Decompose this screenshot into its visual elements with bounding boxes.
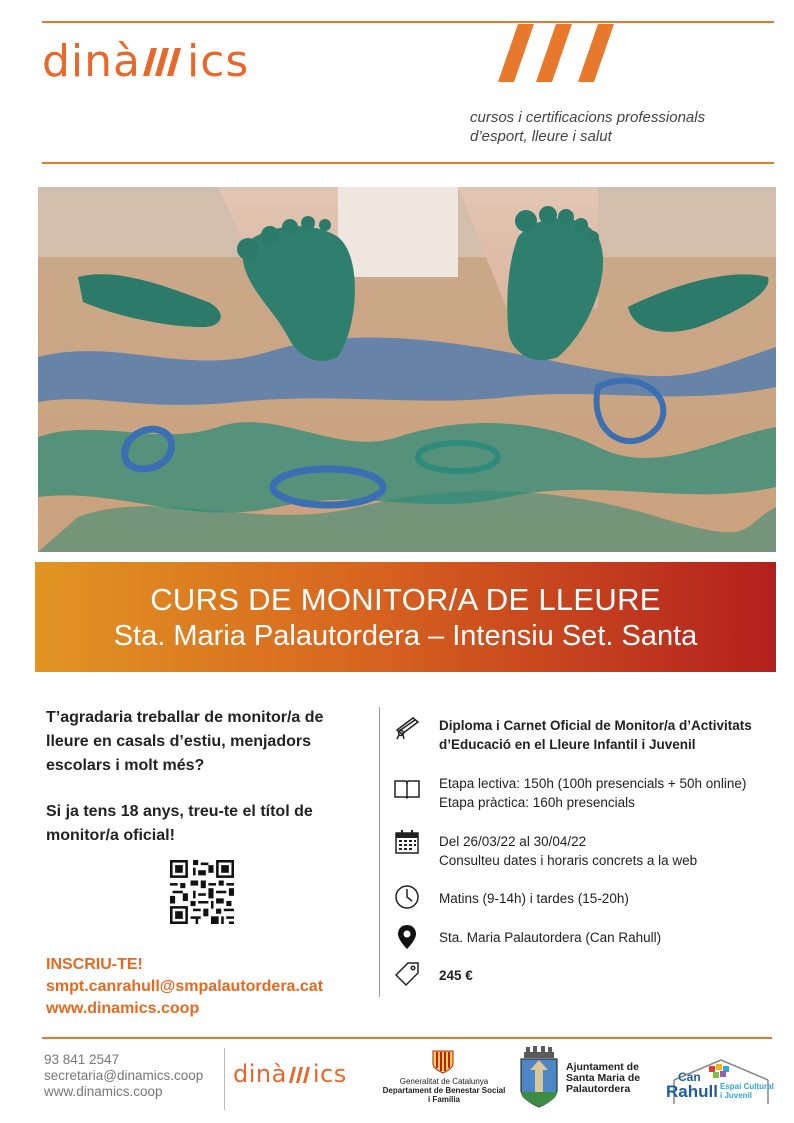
location-pin-icon — [393, 923, 421, 951]
qr-code[interactable] — [170, 860, 234, 924]
footer-logo-slashes — [287, 1062, 313, 1090]
generalitat-logo — [382, 1077, 506, 1104]
logo-text-end: ics — [187, 36, 250, 87]
detail-diploma-line-1: Diploma i Carnet Oficial de Monitor/a d’Activitats — [439, 718, 752, 733]
footer-rule — [42, 1037, 772, 1039]
can-rahull-can: Can — [678, 1070, 701, 1084]
footer-contact — [44, 1052, 203, 1100]
detail-dates-line-2: Consulteu dates i horaris concrets a la web — [439, 853, 698, 868]
footer-phone[interactable]: 93 841 2547 — [44, 1052, 120, 1067]
course-subtitle: Sta. Maria Palautordera – Intensiu Set. Santa — [113, 620, 698, 652]
ajuntament-line-1: Ajuntament de — [566, 1061, 639, 1073]
detail-schedule — [439, 889, 629, 908]
generalitat-emblem-icon — [432, 1050, 454, 1074]
detail-location-line-1: Sta. Maria Palautordera (Can Rahull) — [439, 930, 662, 945]
dinamics-logo — [42, 36, 249, 87]
signup-web-link[interactable]: www.dinamics.coop — [46, 1000, 200, 1017]
course-title: CURS DE MONITOR/A DE LLEURE — [150, 582, 661, 617]
detail-hours-line-2: Etapa pràctica: 160h presencials — [439, 795, 635, 810]
ajuntament-line-2: Santa Maria de — [566, 1072, 641, 1084]
can-rahull-logo — [664, 1058, 779, 1106]
can-rahull-rahull: Rahull — [666, 1082, 718, 1101]
footer-logo-text-start: dinà — [233, 1060, 287, 1088]
generalitat-line-1: Generalitat de Catalunya — [399, 1077, 489, 1086]
ajuntament-line-3: Palautordera — [566, 1083, 631, 1095]
tagline-line-2: d’esport, lleure i salut — [470, 128, 612, 145]
signup-email-link[interactable]: smpt.canrahull@smpalautordera.cat — [46, 978, 324, 995]
detail-diploma-line-2: d’Educació en el Lleure Infantil i Juvenil — [439, 737, 696, 752]
detail-diploma — [439, 716, 752, 754]
intro-text — [46, 706, 356, 848]
detail-hours-line-1: Etapa lectiva: 150h (100h presencials + 50h online) — [439, 776, 747, 791]
ajuntament-logo — [566, 1062, 640, 1095]
footer-dinamics-logo — [233, 1060, 347, 1088]
logo-text-start: dinà — [42, 36, 142, 87]
tagline — [470, 108, 705, 146]
tagline-line-1: cursos i certificacions professionals — [470, 109, 706, 126]
footer-divider — [224, 1048, 225, 1110]
can-rahull-tagline-1: Espai Cultural — [720, 1082, 774, 1091]
price-tag-icon — [393, 960, 421, 988]
detail-location — [439, 928, 661, 947]
generalitat-line-2: Departament de Benestar Social — [382, 1086, 506, 1095]
hero-photo — [38, 187, 776, 552]
detail-schedule-line-1: Matins (9-14h) i tardes (15-20h) — [439, 891, 629, 906]
detail-dates — [439, 832, 697, 870]
detail-price — [439, 966, 473, 985]
footer-logo-text-end: ics — [312, 1060, 347, 1088]
can-rahull-tagline-2: i Juvenil — [720, 1091, 753, 1100]
diploma-icon — [393, 712, 421, 740]
header-bottom-rule — [42, 162, 774, 164]
course-title-banner — [35, 562, 776, 672]
detail-dates-line-1: Del 26/03/22 al 30/04/22 — [439, 834, 587, 849]
brand-slashes-graphic — [498, 24, 623, 82]
calendar-icon — [393, 828, 421, 856]
signup-label: INSCRIU-TE! — [46, 956, 143, 973]
intro-prompt: Si ja tens 18 anys, treu-te el títol de monitor/a oficial! — [46, 803, 313, 844]
footer-web[interactable]: www.dinamics.coop — [44, 1084, 163, 1099]
clock-icon — [393, 883, 421, 911]
ajuntament-coat-of-arms-icon — [518, 1046, 560, 1108]
generalitat-line-3: i Família — [427, 1095, 460, 1104]
detail-hours — [439, 774, 746, 812]
intro-question: T’agradaria treballar de monitor/a de lleure en casals d’estiu, menjadors escolars i molt més? — [46, 709, 324, 774]
detail-price-line-1: 245 € — [439, 968, 473, 983]
header-top-rule — [42, 21, 774, 23]
column-divider — [379, 707, 380, 997]
logo-slashes — [141, 38, 187, 89]
can-rahull-tagline — [720, 1082, 774, 1100]
book-icon — [393, 775, 421, 803]
footer-email[interactable]: secretaria@dinamics.coop — [44, 1068, 204, 1083]
